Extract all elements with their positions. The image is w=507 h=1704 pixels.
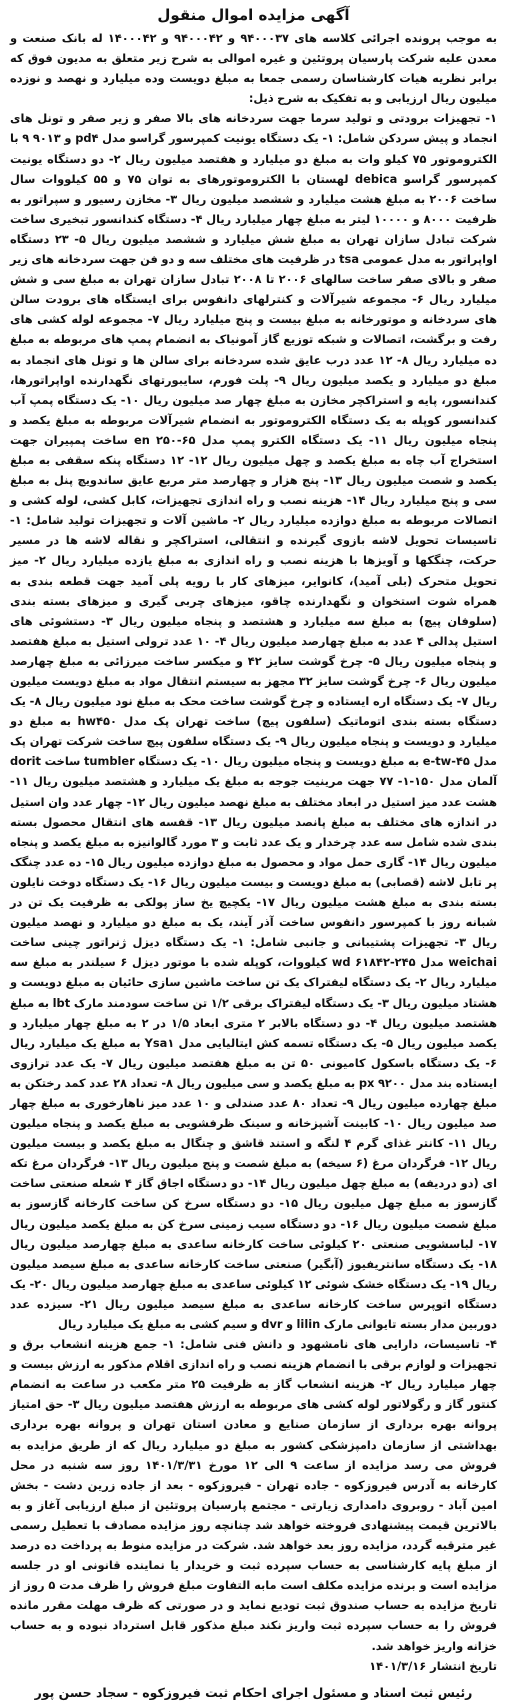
notice-title: آگهی مزایده اموال منقول [157, 6, 350, 24]
notice-terms-paragraph: ۴- تاسیسات، دارایی های نامشهود و دانش فنی شامل: ۱- جمع هزینه انشعاب برق و تجهیزات و لوازم برقی با انضمام هزینه نصب و راه اندازی اقلام مذکور به ارزش بیست و چهار میلیارد ریال ۲- هزینه انشعاب گاز به ظرفیت ۲۵ متر مکعب در ساعت به انضمام کنتور گاز و رگولاتور لوله کشی های مربوطه به ارزش هفتصد میلیون ریال ۳- حق امتیاز پروانه بهره برداری از سازمان صنایع و معادن استان تهران و پروانه بهره برداری بهداشتی از سازمان دامپزشکی کشور به مبلغ دو میلیارد ریال که از طریق مزایده به فروش می رسد مزایده از ساعت ۹ الی ۱۲ مورخ ۱۴۰۱/۳/۳۱ روز سه شنبه در محل کارخانه به آدرس فیروزکوه - جاده تهران - فیروزکوه - بعد از جاده زرین دشت - بخش امین آباد - روبروی دامداری زیارتی - مجتمع پارسیان پروتئین از مبلغ ارزیابی آغاز و به بالاترین قیمت پیشنهادی فروخته خواهد شد چنانچه روز مزایده مصادف با تعطیل رسمی غیر مترقبه گردد، مزایده روز بعد خواهد شد. شرکت در مزایده منوط به پرداخت ده درصد از مبلغ پایه کارشناسی به حساب سپرده ثبت و خریدار یا نماینده قانونی او در جلسه مزایده است و برنده مزایده مکلف است مابه التفاوت مبلغ فروش را ظرف مدت ۵ روز از تاریخ مزایده به حساب صندوق ثبت تودیع نماید و در صورتی که ظرف مهلت مقرر مانده فروش را به حساب سپرده ثبت واریز نکند مبلغ مذکور قابل استرداد نبوده و به حساب خزانه واریز خواهد شد. [10, 1337, 497, 1653]
notice-intro-paragraph: به موجب پرونده اجرائی کلاسه های ۹۴۰۰۰۳۷ و ۹۴۰۰۰۴۲ و ۱۴۰۰۰۴۲ له بانک صنعت و معدن علیه شرکت پارسیان پروتئین و غیره اموالی به شرح زیر متعلق به مدیون فوق که برابر نظریه هیات کارشناسان رسمی جمعا به مبلغ دویست وده میلیارد و نهصد و نوزده میلیون ریال ارزیابی و به تفکیک به شرح ذیل: [10, 31, 497, 106]
publish-date: تاریخ انتشار ۱۴۰۱/۳/۱۶ [369, 1658, 497, 1673]
notice-body [10, 28, 497, 1656]
signature-line: رئیس ثبت اسناد و مسئول اجرای احکام ثبت فیروزکوه - سجاد حسن پور [34, 1684, 473, 1700]
notice-items-paragraph: ۱- تجهیزات برودتی و تولید سرما جهت سردخانه های بالا صفر و زیر صفر و تونل های انجماد و پیش سردکن شامل: ۱- یک دستگاه یونیت کمپرسور گراسو مدل pd۴ و ۹۰۱۳ ۹ با الکتروموتور ۷۵ کیلو وات به مبلغ دو میلیارد و هفتصد میلیون ریال ۲- دو دستگاه یونیت کمپرسور گراسو debica لهستان با الکتروموتورهای به توان ۷۵ و ۵۵ کیلووات سال ساخت ۲۰۰۶ به مبلغ هشت میلیارد و ششصد میلیون ریال ۳- مخازن رسیور و سپراتور به ظرفیت ۸۰۰۰ و ۱۰۰۰۰ لیتر به مبلغ چهار میلیارد ریال ۴- دستگاه کندانسور تبخیری ساخت شرکت تبادل سازان تهران به مبلغ شش میلیارد و ششصد میلیون ریال ۵- ۲۳ دستگاه اواپراتور به مدل عمومی tsa در ظرفیت های مختلف سه و دو فن جهت سردخانه های زیر صفر و بالای صفر ساخت سالهای ۲۰۰۶ تا ۲۰۰۸ تبادل سازان تهران به مبلغ سی و شش میلیارد ریال ۶- مجموعه شیرآلات و کنترلهای دانفوس برای ایستگاه های برودت سالن های سردخانه و موتورخانه به مبلغ بیست و پنج میلیارد ریال ۷- مجموعه لوله کشی های رفت و برگشت، اتصالات و شبکه توزیع گاز آمونیاک به انضمام پمپ های مربوطه به مبلغ ده میلیارد ریال ۸- ۱۲ عدد درب عایق شده سردخانه برای سالن ها و تونل های انجماد به مبلغ دو میلیارد و یکصد میلیون ریال ۹- پلت فورم، سایبورتهای نگهدارنده اواپراتورها، کندانسور، پایه و استراکچر مخازن به مبلغ چهار صد میلیون ریال ۱۰- یک دستگاه پمپ آب کندانسور کوپله به یک دستگاه الکتروموتور به انضمام شیرآلات مربوطه به مبلغ یکصد و پنجاه میلیون ریال ۱۱- یک دستگاه الکترو پمپ مدل ۶۵-۲۵۰ en ساخت پمپیران جهت استخراج آب چاه به مبلغ یکصد و چهل میلیون ریال ۱۲- ۱۲ دستگاه پنکه سقفی به مبلغ یکصد و شصت میلیون ریال ۱۳- پنج هزار و چهارصد متر مربع عایق ساندویچ پنل به مبلغ سی و پنج میلیارد ریال ۱۴- هزینه نصب و راه اندازی تجهیزات، کابل کشی، لوله کشی و اتصالات مربوطه به مبلغ دوازده میلیارد ریال ۲- ماشین آلات و تجهیزات تولید شامل: ۱- تاسیسات تحویل لاشه بازوی گیرنده و انتقالی، استراکچر و نقاله لاشه ها در مسیر حرکت، چنگکها و آویزها با هزینه نصب و راه اندازی به مبلغ یازده میلیارد ریال ۲- میز تحویل متحرک (بلی آمید)، کانوایر، میزهای کار با رویه پلی آمید جهت قطعه بندی به همراه شوت استخوان و نگهدارنده چاقو، میزهای چربی گیری و میزهای بسته بندی (سلوفان پیچ) به مبلغ سه میلیارد و هشتصد و پنجاه میلیون ریال ۳- دستشوئی های استیل پدالی ۴ عدد به مبلغ چهارصد میلیون ریال ۴- ۱۰ عدد ترولی استیل به مبلغ هفتصد و پنجاه میلیون ریال ۵- چرخ گوشت سایز ۴۲ و میکسر ساخت میرزائی به مبلغ چهارصد میلیون ریال ۶- چرخ گوشت سایز ۳۲ مجهز به سیستم انتقال مواد به مبلغ دویست میلیون ریال ۷- یک دستگاه اره ایستاده و چرخ گوشت ساخت محک به مبلغ نود میلیون ریال ۸- یک دستگاه بسته بندی اتوماتیک (سلفون پیچ) ساخت تهران پک مدل hw۴۵۰ به مبلغ دو میلیارد و دویست و پنجاه میلیون ریال ۹- یک دستگاه سلفون پیچ ساخت شرکت تهران پک مدل ۴۵-e-tw به مبلغ دویست و پنجاه میلیون ریال ۱۰- یک دستگاه tumbler ساخت dorit آلمان مدل ۱۵۰-۱- ۷۷ جهت مرینیت جوجه به مبلغ یک میلیارد و هشتصد میلیون ریال ۱۱- هشت عدد میز استیل در ابعاد مختلف به مبلغ نهصد میلیون ریال ۱۲- چهار عدد وان استیل در اندازه های مختلف به مبلغ پانصد میلیون ریال ۱۳- قفسه های انتقال محصول بسته بندی شده شامل سه عدد چرخدار و یک عدد ثابت و ۳ مورد گالوانیزه به مبلغ یکصد و پنجاه میلیون ریال ۱۴- گاری حمل مواد و محصول به مبلغ دوازده میلیون ریال ۱۵- ده عدد چنگک پر تابل لاشه (قصابی) به مبلغ دویست و بیست میلیون ریال ۱۶- یک دستگاه دوخت نایلون بسته بندی به مبلغ هشت میلیون ریال ۱۷- یکچیچ یخ ساز پولکی به ظرفیت یک تن در شبانه روز با کمپرسور دانفوس ساخت آذر آیند، یک به مبلغ دو میلیارد و نهصد میلیون ریال ۳- تجهیزات پشتیبانی و جانبی شامل: ۱- یک دستگاه دیزل ژنراتور چینی ساخت weichai مدل ۲۴۵-۶۱۸۴۲ wd کیلووات، کوپله شده با موتور دیزل ۶ سیلندر به مبلغ سه میلیارد ریال ۲- یک دستگاه لیفتراک یک تن ساخت ماشین سازی حائیان به مبلغ دویست و هشتاد میلیون ریال ۳- یک دستگاه لیفتراک برقی ۱/۲ تن ساخت سودمند مارک lbt به مبلغ هشتصد میلیون ریال ۴- دو دستگاه بالابر ۲ متری ابعاد ۱/۵ در ۲ به مبلغ چهار میلیارد و یکصد میلیون ریال ۵- یک دستگاه تسمه کش ایتالیایی مدل Ysa۱ به مبلغ یک میلیارد ریال ۶- یک دستگاه باسکول کامیونی ۵۰ تن به مبلغ هفتصد میلیون ریال ۷- یک عدد ترازوی ایستاده بند مدل px ۹۲۰۰ به مبلغ یکصد و سی میلیون ریال ۸- تعداد ۲۸ عدد کمد رختکن به مبلغ چهارده میلیون ریال ۹- تعداد ۸۰ عدد صندلی و ۱۰ عدد میز ناهارخوری به مبلغ چهار صد میلیون ریال ۱۰- کابینت آشپزخانه و سینک ظرفشویی به مبلغ یکصد و پنجاه میلیون ریال ۱۱- کانتر غذای گرم ۴ لنگه و استند قاشق و چنگال به مبلغ یکصد و بیست میلیون ریال ۱۲- فرگردان مرغ (۶ سیخه) به مبلغ شصت و پنج میلیون ریال ۱۳- فرگردان مرغ تکه ای (دو دردیفه) به مبلغ چهل میلیون ریال ۱۴- دو دستگاه اجاق گاز ۴ شعله صنعتی ساخت گازسوز به مبلغ چهل میلیون ریال ۱۵- دو دستگاه سرخ کن ساخت کارخانه گازسوز به مبلغ شصت میلیون ریال ۱۶- دو دستگاه سیب زمینی سرخ کن به مبلغ یکصد میلیون ریال ۱۷- لباسشویی صنعتی ۲۰ کیلوئی ساخت کارخانه ساعدی به مبلغ چهارصد میلیون ریال ۱۸- یک دستگاه سانتریفیوز (آبگیر) صنعتی ساخت کارخانه ساعدی به مبلغ سیصد میلیون ریال ۱۹- یک دستگاه خشک شوئی ۱۲ کیلوئی ساعدی به مبلغ چهارصد میلیون ریال ۲۰- یک دستگاه اتوپرس ساخت کارخانه ساعدی به مبلغ سیصد میلیون ریال ۲۱- سیزده عدد دوربین مدار بسته تایوانی مارک lilin و dvr و سیم کشی به مبلغ یک میلیارد ریال [10, 111, 498, 1331]
